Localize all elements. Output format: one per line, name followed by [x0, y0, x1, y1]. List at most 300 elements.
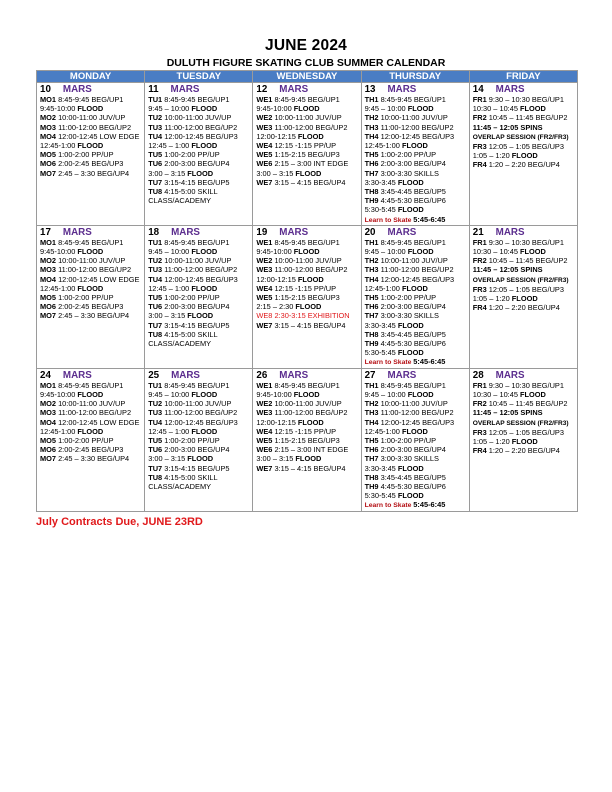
- session-code: TH6: [364, 159, 379, 169]
- session-text: 5:30-5:45: [364, 491, 398, 501]
- week-row: [37, 83, 578, 226]
- flood-label: FLOOD: [77, 389, 104, 399]
- session-line: [256, 150, 360, 159]
- learn-to-skate-line: [365, 357, 469, 367]
- session-text: 10:00-11:00 JUV/UP: [272, 399, 342, 409]
- session-line: [40, 445, 144, 454]
- session-code: TH4: [364, 417, 379, 427]
- session-line: [256, 104, 360, 113]
- session-code: MO1: [40, 95, 57, 104]
- session-code: TH8: [364, 472, 379, 482]
- session-code: TU8: [148, 187, 163, 197]
- learn-to-skate-line: [365, 500, 469, 510]
- session-text: 2:15 – 3:00 INT EDGE: [272, 445, 349, 455]
- session-code: TH3: [364, 265, 379, 275]
- session-code: TH1: [364, 237, 379, 247]
- session-line: [256, 178, 360, 187]
- session-line: [365, 238, 469, 247]
- session-line: [256, 464, 360, 473]
- session-text: 8:45-9:45 BEG/UP1: [378, 380, 446, 390]
- day-number: 25: [148, 369, 160, 381]
- session-line: [148, 169, 252, 178]
- flood-label: FLOOD: [397, 463, 424, 473]
- session-text: 1:00-2:00 PP/UP: [162, 435, 220, 445]
- session-line: [40, 113, 144, 122]
- session-line: [40, 265, 144, 274]
- session-text: OVERLAP SESSION (FR2/FR3): [472, 133, 569, 141]
- flood-label: FLOOD: [397, 205, 424, 215]
- page-subtitle: DULUTH FIGURE SKATING CLUB SUMMER CALENDAR: [166, 57, 446, 69]
- session-text: 2:45 – 3:30 BEG/UP4: [56, 454, 130, 464]
- session-text: 2:00-3:00 BEG/UP4: [378, 159, 446, 169]
- session-text: 2:00-2:45 BEG/UP3: [56, 159, 124, 169]
- session-line: [365, 293, 469, 302]
- session-text: 12:00-12:45 LOW EDGE: [56, 131, 140, 141]
- session-code: TU4: [148, 274, 163, 284]
- flood-label: FLOOD: [293, 104, 320, 114]
- session-text: 9:45-10:00: [40, 247, 78, 257]
- session-line: [365, 418, 469, 427]
- session-text: 2:00-3:00 BEG/UP4: [378, 302, 446, 312]
- flood-label: FLOOD: [401, 141, 428, 151]
- session-code: WE5: [256, 435, 273, 445]
- week-row: [37, 368, 578, 511]
- session-code: FR4: [472, 446, 487, 456]
- session-text: 10:00-11:00 JUV/UP: [378, 256, 448, 266]
- session-text: 10:00-11:00 JUV/UP: [56, 399, 126, 409]
- session-line: [365, 348, 469, 357]
- session-line: [40, 247, 144, 256]
- session-line: [256, 399, 360, 408]
- session-code: MO3: [40, 408, 57, 418]
- session-text: 1:20 – 2:20 BEG/UP4: [486, 160, 560, 170]
- session-line: [148, 284, 252, 293]
- session-code: TH9: [364, 481, 379, 491]
- session-line: [473, 151, 577, 160]
- session-text: 1:00-2:00 PP/UP: [56, 435, 114, 445]
- session-text: 8:45-9:45 BEG/UP1: [272, 380, 340, 390]
- session-code: TU5: [148, 435, 163, 445]
- session-line: [148, 141, 252, 150]
- flood-label: FLOOD: [77, 247, 104, 257]
- session-text: 11:00-12:00 BEG/UP2: [162, 408, 238, 418]
- session-text: 12:15 -1:15 PP/UP: [272, 283, 337, 293]
- session-text: 9:45-10:00: [256, 247, 294, 257]
- weekday-header: THURSDAY: [361, 71, 469, 83]
- session-text: 10:00-11:00 JUV/UP: [162, 256, 232, 266]
- session-code: TU6: [148, 302, 163, 312]
- session-text: 1:00-2:00 PP/UP: [378, 150, 437, 160]
- session-code: FR1: [472, 237, 487, 247]
- session-line: [256, 123, 360, 132]
- session-text: 2:00-3:00 BEG/UP4: [162, 445, 230, 455]
- session-line: [473, 418, 577, 428]
- flood-label: FLOOD: [191, 426, 218, 436]
- flood-label: FLOOD: [191, 247, 218, 257]
- session-text: 3:45-4:45 BEG/UP5: [378, 472, 446, 482]
- session-text: 3:00 – 3:15: [256, 168, 296, 178]
- session-text: 9:45 – 10:00: [364, 389, 408, 399]
- session-code: WE7: [256, 177, 273, 187]
- session-text: 12:45-1:00: [364, 141, 402, 151]
- session-line: [148, 132, 252, 141]
- session-code: WE5: [256, 150, 273, 160]
- session-line: [40, 123, 144, 132]
- session-code: TU6: [148, 445, 163, 455]
- session-line: [256, 302, 360, 311]
- rink-name: MARS: [171, 369, 200, 381]
- session-code: WE6: [256, 159, 273, 169]
- flood-label: FLOOD: [191, 141, 218, 151]
- session-text: 3:45-4:45 BEG/UP5: [378, 187, 446, 197]
- session-line: [40, 275, 144, 284]
- session-line: [148, 445, 252, 454]
- session-text: 12:05 – 1:05 BEG/UP3: [486, 284, 564, 294]
- session-line: [256, 381, 360, 390]
- flood-label: FLOOD: [191, 283, 218, 293]
- session-text: 9:30 – 10:30 BEG/UP1: [486, 95, 564, 104]
- session-text: 3:00 – 3:15: [148, 168, 188, 178]
- session-code: MO2: [40, 399, 57, 409]
- session-line: [473, 399, 577, 408]
- session-text: 8:45-9:45 BEG/UP1: [162, 95, 230, 104]
- flood-label: FLOOD: [520, 104, 546, 114]
- flood-label: FLOOD: [407, 104, 434, 114]
- session-code: TH2: [364, 399, 379, 409]
- session-text: 9:45 – 10:00: [364, 247, 408, 257]
- session-line: [40, 311, 144, 320]
- session-text: 12:00-12:45 BEG/UP3: [162, 131, 238, 141]
- session-line: [256, 418, 360, 427]
- flood-label: FLOOD: [297, 274, 324, 284]
- day-header: [473, 370, 577, 381]
- session-code: TU3: [148, 122, 163, 132]
- flood-label: FLOOD: [401, 426, 428, 436]
- day-cell: [253, 225, 361, 368]
- day-header: [365, 84, 469, 95]
- session-code: MO4: [40, 131, 57, 141]
- session-text: 2:00-3:00 BEG/UP4: [162, 159, 230, 169]
- session-text: 10:00-11:00 JUV/UP: [56, 113, 126, 123]
- session-code: MO7: [40, 454, 57, 464]
- session-code: TU8: [148, 329, 163, 339]
- session-text: 2:00-3:00 BEG/UP4: [378, 445, 446, 455]
- session-text: 10:45 – 11:45 BEG/UP2: [486, 256, 568, 266]
- session-line: [40, 293, 144, 302]
- session-text: CLASS/ACADEMY: [148, 481, 212, 491]
- session-line: [148, 311, 252, 320]
- day-cell: [37, 368, 145, 511]
- flood-label: FLOOD: [397, 320, 424, 330]
- session-line: [473, 437, 577, 446]
- session-text: 1:05 – 1:20: [472, 294, 512, 304]
- session-code: TU4: [148, 417, 163, 427]
- session-text: 12:00-12:45 BEG/UP3: [378, 274, 455, 284]
- session-code: FR3: [472, 427, 487, 437]
- session-text: 12:45-1:00: [364, 426, 402, 436]
- rink-name: MARS: [62, 84, 92, 95]
- session-line: [473, 408, 577, 417]
- session-code: TH9: [364, 339, 379, 349]
- session-line: [148, 408, 252, 417]
- session-line: [365, 464, 469, 473]
- session-line: [473, 238, 577, 247]
- session-text: 1:00-2:00 PP/UP: [378, 435, 437, 445]
- session-line: [40, 150, 144, 159]
- session-code: WE3: [256, 408, 273, 418]
- flood-label: FLOOD: [397, 177, 424, 187]
- day-number: 17: [40, 226, 51, 238]
- session-text: 11:00-12:00 BEG/UP2: [378, 408, 454, 418]
- session-text: 12:45-1:00: [40, 141, 78, 151]
- session-code: FR4: [472, 303, 487, 313]
- session-line: [365, 178, 469, 187]
- day-header: [40, 227, 144, 238]
- session-line: [148, 178, 252, 187]
- session-code: MO6: [40, 302, 57, 312]
- session-line: [148, 482, 252, 491]
- session-text: 12:45-1:00: [40, 283, 78, 293]
- session-line: [40, 390, 144, 399]
- session-text: 4:15-5:00 SKILL: [162, 187, 218, 197]
- session-text: 9:45 – 10:00: [148, 247, 192, 257]
- session-code: MO2: [40, 113, 57, 123]
- session-text: 12:00-12:45 BEG/UP3: [162, 274, 238, 284]
- day-cell: [145, 225, 253, 368]
- session-line: [148, 159, 252, 168]
- session-code: TH7: [364, 311, 379, 321]
- session-line: [40, 132, 144, 141]
- session-code: TH5: [364, 150, 379, 160]
- day-number: 13: [364, 84, 376, 95]
- rink-name: MARS: [387, 226, 417, 238]
- session-code: FR1: [472, 95, 487, 104]
- session-line: [473, 256, 577, 265]
- session-line: [148, 330, 252, 339]
- session-line: [148, 473, 252, 482]
- session-line: [148, 265, 252, 274]
- session-line: [256, 113, 360, 122]
- session-text: 3:30-3:45: [364, 463, 398, 473]
- session-text: 10:00-11:00 JUV/UP: [272, 256, 342, 266]
- session-text: 4:45-5:30 BEG/UP6: [378, 196, 446, 206]
- session-line: [256, 141, 360, 150]
- flood-label: FLOOD: [77, 104, 104, 114]
- day-header: [365, 227, 469, 238]
- session-code: TH8: [364, 187, 379, 197]
- session-code: TU3: [148, 408, 163, 418]
- flood-label: FLOOD: [520, 389, 546, 399]
- session-code: TH4: [364, 274, 379, 284]
- flood-label: FLOOD: [401, 283, 428, 293]
- session-line: [365, 256, 469, 265]
- session-text: 8:45-9:45 BEG/UP1: [272, 95, 340, 104]
- session-text: 9:30 – 10:30 BEG/UP1: [486, 237, 564, 247]
- session-text: 8:45-9:45 BEG/UP1: [378, 95, 446, 104]
- session-line: [40, 284, 144, 293]
- session-line: [148, 436, 252, 445]
- calendar-body: [37, 83, 578, 512]
- session-code: MO7: [40, 311, 57, 321]
- session-code: FR1: [472, 380, 487, 390]
- session-code: WE2: [256, 399, 273, 409]
- session-line: [148, 247, 252, 256]
- session-code: WE3: [256, 122, 273, 132]
- session-line: [148, 293, 252, 302]
- session-line: [40, 436, 144, 445]
- session-code: TU5: [148, 293, 163, 303]
- session-code: MO7: [40, 168, 57, 178]
- flood-label: FLOOD: [511, 294, 538, 304]
- session-line: [40, 169, 144, 178]
- session-code: TU2: [148, 113, 163, 123]
- session-code: WE5: [256, 293, 273, 303]
- session-code: TU7: [148, 320, 163, 330]
- flood-label: FLOOD: [397, 491, 424, 501]
- session-code: TU7: [148, 463, 163, 473]
- session-text: 10:00-11:00 JUV/UP: [378, 113, 448, 123]
- session-line: [473, 294, 577, 303]
- session-text: 3:15 – 4:15 BEG/UP4: [272, 320, 346, 330]
- session-text: 9:45-10:00: [256, 389, 294, 399]
- session-text: 10:00-11:00 JUV/UP: [162, 113, 232, 123]
- session-text: 9:45 – 10:00: [148, 389, 192, 399]
- session-text: 10:00-11:00 JUV/UP: [162, 399, 232, 409]
- weekday-header-row: [37, 71, 578, 83]
- rink-name: MARS: [495, 226, 525, 238]
- session-line: [365, 123, 469, 132]
- session-code: TU5: [148, 150, 163, 160]
- session-text: 12:00-12:45 LOW EDGE: [56, 274, 140, 284]
- session-text: 12:00-12:15: [256, 417, 298, 427]
- session-text: 12:00-12:45 BEG/UP3: [162, 417, 238, 427]
- session-line: [473, 132, 577, 142]
- session-code: WE3: [256, 265, 273, 275]
- flood-label: FLOOD: [511, 151, 538, 161]
- session-line: [256, 284, 360, 293]
- rink-name: MARS: [495, 84, 525, 95]
- session-text: 10:45 – 11:45 BEG/UP2: [486, 113, 568, 123]
- session-text: 3:00-3:30 SKILLS: [378, 454, 439, 464]
- session-code: WE4: [256, 141, 273, 151]
- learn-to-skate-label: Learn to Skate: [364, 502, 412, 510]
- session-text: 11:45 – 12:05 SPINS: [472, 265, 543, 275]
- session-line: [148, 187, 252, 196]
- session-text: 11:00-12:00 BEG/UP2: [162, 122, 238, 132]
- session-code: TH7: [364, 168, 379, 178]
- session-code: MO4: [40, 274, 57, 284]
- session-text: 12:00-12:15: [256, 131, 298, 141]
- flood-label: FLOOD: [295, 168, 322, 178]
- contracts-due-note: July Contracts Due, JUNE 23RD: [36, 516, 203, 528]
- day-cell: [37, 83, 145, 226]
- session-line: [473, 104, 577, 113]
- session-text: 11:00-12:00 BEG/UP2: [272, 408, 348, 418]
- session-code: WE7: [256, 320, 273, 330]
- session-code: TH8: [364, 329, 379, 339]
- session-line: [40, 95, 144, 104]
- session-text: 3:30-3:45: [364, 320, 398, 330]
- rink-name: MARS: [387, 369, 417, 381]
- rink-name: MARS: [279, 369, 309, 381]
- session-line: [148, 150, 252, 159]
- page-title: JUNE 2024: [265, 37, 347, 54]
- day-header: [148, 227, 252, 238]
- session-code: TU6: [148, 159, 163, 169]
- session-code: TH4: [364, 131, 379, 141]
- day-cell: [469, 368, 577, 511]
- session-line: [256, 95, 360, 104]
- flood-label: FLOOD: [397, 348, 424, 358]
- session-code: TU1: [148, 380, 163, 390]
- session-text: 8:45-9:45 BEG/UP1: [56, 380, 124, 390]
- session-code: MO3: [40, 122, 57, 132]
- session-line: [365, 247, 469, 256]
- session-text: 12:15 -1:15 PP/UP: [272, 141, 337, 151]
- session-text: CLASS/ACADEMY: [148, 339, 212, 349]
- session-text: 3:15 – 4:15 BEG/UP4: [272, 177, 346, 187]
- day-number: 19: [256, 226, 268, 238]
- session-line: [365, 284, 469, 293]
- session-text: 12:15 -1:15 PP/UP: [272, 426, 337, 436]
- session-text: 12:45 – 1:00: [148, 426, 192, 436]
- session-code: WE1: [256, 380, 273, 390]
- session-code: MO2: [40, 256, 57, 266]
- day-cell: [361, 83, 469, 226]
- session-line: [40, 381, 144, 390]
- session-line: [256, 293, 360, 302]
- session-code: TU1: [148, 95, 163, 104]
- session-code: FR2: [472, 113, 487, 123]
- session-code: TU3: [148, 265, 163, 275]
- session-text: 2:45 – 3:30 BEG/UP4: [56, 311, 130, 321]
- session-text: OVERLAP SESSION (FR2/FR3): [472, 419, 569, 427]
- session-line: [473, 303, 577, 312]
- session-text: 10:00-11:00 JUV/UP: [272, 113, 342, 123]
- session-text: 3:00-3:30 SKILLS: [378, 168, 439, 178]
- session-line: [148, 95, 252, 104]
- session-text: WE8 2:30-3:15 EXHIBITION: [256, 311, 350, 321]
- session-code: MO1: [40, 237, 57, 247]
- rink-name: MARS: [495, 369, 525, 381]
- session-line: [365, 169, 469, 178]
- session-line: [148, 113, 252, 122]
- session-text: 11:00-12:00 BEG/UP2: [56, 408, 132, 418]
- session-text: 12:00-12:45 LOW EDGE: [56, 417, 140, 427]
- session-line: [473, 247, 577, 256]
- session-line: [365, 275, 469, 284]
- flood-label: FLOOD: [77, 426, 104, 436]
- session-line: [148, 454, 252, 463]
- session-text: 11:00-12:00 BEG/UP2: [378, 265, 454, 275]
- session-text: 10:30 – 10:45: [472, 104, 521, 114]
- day-number: 12: [256, 84, 268, 95]
- session-code: WE7: [256, 463, 273, 473]
- session-line: [365, 427, 469, 436]
- session-code: MO6: [40, 159, 57, 169]
- session-text: 1:00-2:00 PP/UP: [56, 150, 114, 160]
- session-line: [473, 285, 577, 294]
- session-code: MO5: [40, 293, 57, 303]
- flood-label: FLOOD: [187, 454, 214, 464]
- session-text: 11:00-12:00 BEG/UP2: [56, 265, 132, 275]
- flood-label: FLOOD: [77, 283, 104, 293]
- session-text: 2:00-2:45 BEG/UP3: [56, 302, 124, 312]
- session-code: TU8: [148, 472, 163, 482]
- session-line: [148, 390, 252, 399]
- session-text: 11:00-12:00 BEG/UP2: [272, 265, 348, 275]
- day-number: 27: [364, 369, 376, 381]
